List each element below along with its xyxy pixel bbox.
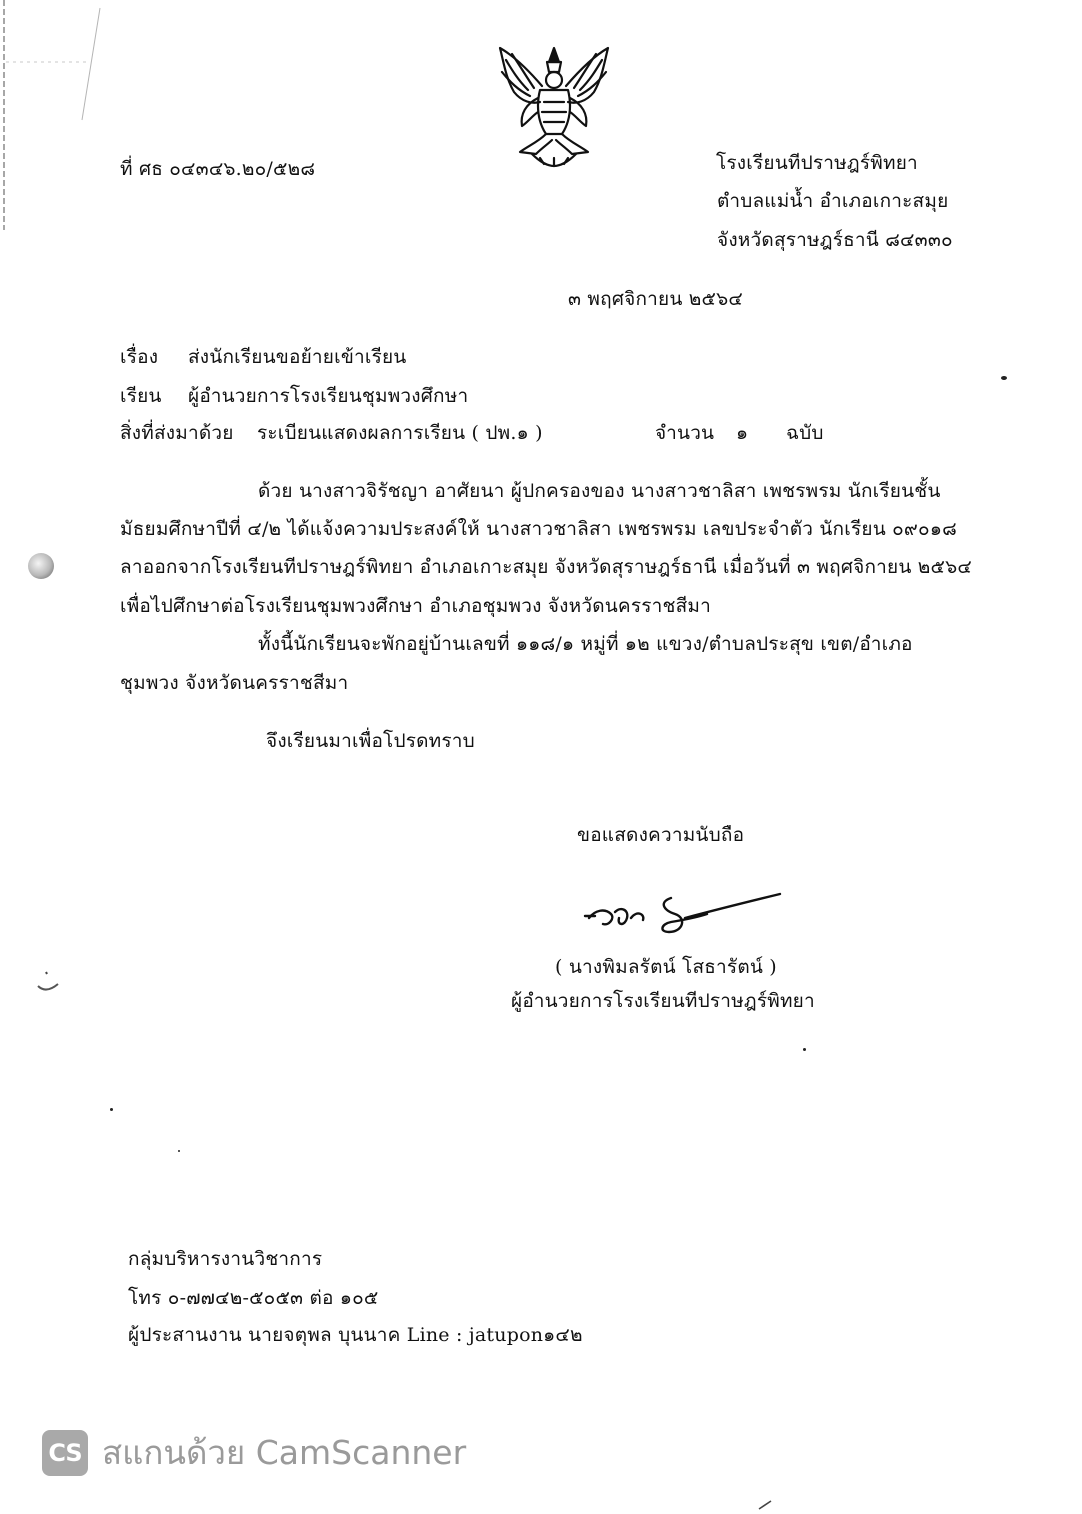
body-paragraph-2-line-1: ทั้งนี้นักเรียนจะพักอยู่บ้านเลขที่ ๑๑๘/๑ หมู่ที่ ๑๒ แขวง/ตำบลประสุข เขต/อำเภอ xyxy=(258,633,913,655)
subject-label: เรื่อง xyxy=(120,346,159,368)
body-paragraph-1-line-3: ลาออกจากโรงเรียนทีปราษฎร์พิทยา อำเภอเกาะสมุย จังหวัดสุราษฎร์ธานี เมื่อวันที่ ๓ พฤศจิกายน ๒๕๖๔ xyxy=(120,556,972,578)
speck-mark xyxy=(758,1500,772,1510)
enclosure-count-label: จำนวน xyxy=(655,422,715,444)
signatory-position: ผู้อำนวยการโรงเรียนทีปราษฎร์พิทยา xyxy=(511,990,815,1012)
body-paragraph-1-line-1: ด้วย นางสาวจิรัชญา อาศัยนา ผู้ปกครองของ นางสาวชาลิสา เพชรพรม นักเรียนชั้น xyxy=(258,480,941,502)
school-address-line-1: ตำบลแม่น้ำ อำเภอเกาะสมุย xyxy=(717,190,949,212)
camscanner-watermark xyxy=(42,1430,466,1476)
enclosure-unit: ฉบับ xyxy=(786,422,824,444)
punch-hole-mark xyxy=(28,553,54,579)
closing-sentence: จึงเรียนมาเพื่อโปรดทราบ xyxy=(266,730,475,752)
body-paragraph-2-line-2: ชุมพวง จังหวัดนครราชสีมา xyxy=(120,672,349,694)
handwritten-signature xyxy=(575,888,790,946)
camscanner-logo-icon: CS xyxy=(42,1430,88,1476)
school-address-line-2: จังหวัดสุราษฎร์ธานี ๘๔๓๓๐ xyxy=(717,229,953,251)
subject-text: ส่งนักเรียนขอย้ายเข้าเรียน xyxy=(188,346,407,368)
addressee-text: ผู้อำนวยการโรงเรียนชุมพวงศึกษา xyxy=(188,385,469,407)
addressee-label: เรียน xyxy=(120,385,162,407)
coordinator-info: ผู้ประสานงาน นายจตุพล บุนนาค Line : jatupon๑๔๒ xyxy=(128,1324,583,1346)
regards-text: ขอแสดงความนับถือ xyxy=(577,824,745,846)
speck-mark xyxy=(110,1108,113,1111)
speck-mark xyxy=(178,1150,180,1152)
enclosure-label: สิ่งที่ส่งมาด้วย xyxy=(120,422,234,444)
speck-mark xyxy=(803,1048,806,1051)
department-name: กลุ่มบริหารงานวิชาการ xyxy=(128,1248,323,1270)
letter-date: ๓ พฤศจิกายน ๒๕๖๔ xyxy=(568,288,743,310)
enclosure-text: ระเบียนแสดงผลการเรียน ( ปพ.๑ ) xyxy=(257,422,543,444)
school-name: โรงเรียนทีปราษฎร์พิทยา xyxy=(716,152,918,174)
contact-phone: โทร ๐-๗๗๔๒-๕๐๕๓ ต่อ ๑๐๕ xyxy=(128,1287,379,1309)
reference-number: ที่ ศธ ๐๔๓๔๖.๒๐/๕๒๘ xyxy=(120,158,316,180)
enclosure-count: ๑ xyxy=(736,422,749,444)
scan-edge-artifact xyxy=(0,0,120,240)
speck-mark xyxy=(36,968,62,996)
camscanner-text: สแกนด้วย CamScanner xyxy=(102,1433,467,1472)
speck-mark xyxy=(1001,376,1007,380)
body-paragraph-1-line-4: เพื่อไปศึกษาต่อโรงเรียนชุมพวงศึกษา อำเภอชุมพวง จังหวัดนครราชสีมา xyxy=(120,595,711,617)
garuda-emblem-icon xyxy=(492,42,616,170)
signatory-name: ( นางพิมลรัตน์ โสธารัตน์ ) xyxy=(555,956,777,978)
body-paragraph-1-line-2: มัธยมศึกษาปีที่ ๔/๒ ได้แจ้งความประสงค์ให้ นางสาวชาลิสา เพชรพรม เลขประจำตัว นักเรียน ๐๙๐๑๘ xyxy=(120,518,957,540)
